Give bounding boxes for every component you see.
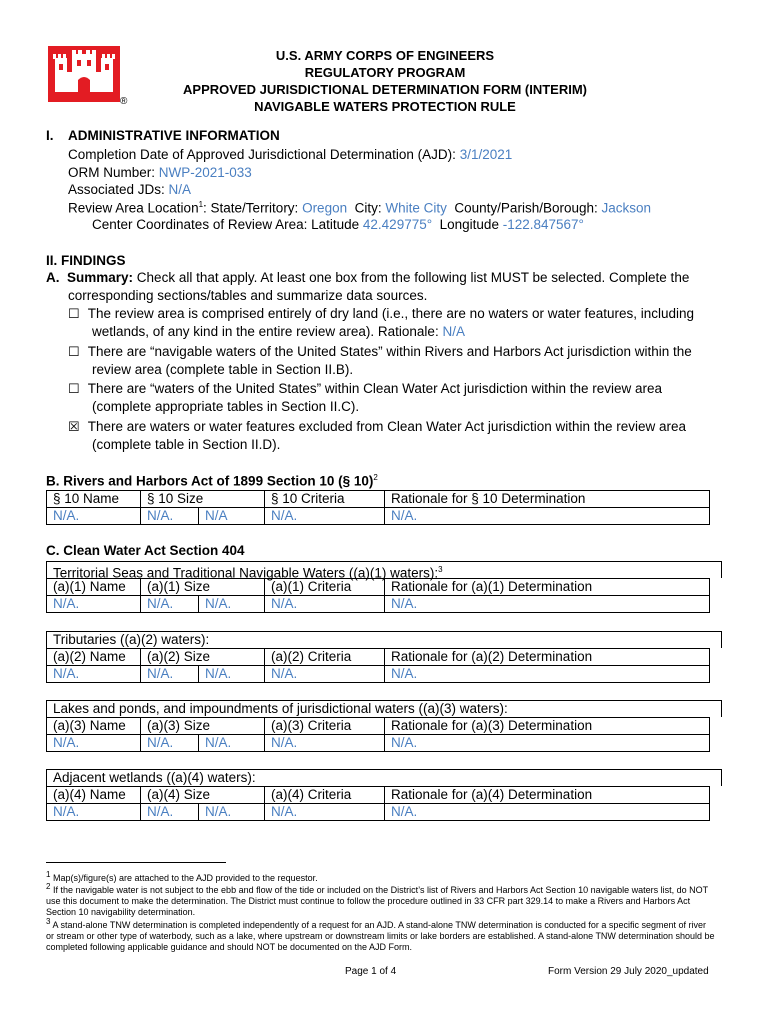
table-row: N/A. N/A. N/A. N/A. N/A. xyxy=(47,735,710,752)
city-value: White City xyxy=(385,200,447,216)
review-area-location-line: Review Area Location$^1$: State/Territory: Oregon City: White City County/Parish/Borough: Jackson xyxy=(68,200,652,216)
table-a3-caption: Lakes and ponds, and impoundments of jurisdictional waters ((a)(3) waters): xyxy=(46,700,722,717)
center-coordinates-line: Center Coordinates of Review Area: Latitude 42.429775° Longitude -122.847567° xyxy=(92,217,584,232)
table-header-row: § 10 Name § 10 Size § 10 Criteria Rationale for § 10 Determination xyxy=(47,491,710,508)
checkbox-icon[interactable]: ☐ xyxy=(68,381,80,396)
form-header xyxy=(120,47,650,115)
table-a1-caption: Territorial Seas and Traditional Navigable Waters ((a)(1) waters):$^3$ xyxy=(46,561,722,578)
checkbox-checked-icon[interactable]: ☒ xyxy=(68,419,80,434)
footnote-3: $^3$ A stand-alone TNW determination is completed independently of a request for an AJD. A stand-alone TNW determination is conducted for a specific segment of river or stream or other type of waterbody, such as a lake, where upstream or downstream limits or lake borders are established. A stand-alone TNW determination should be completed following applicable guidance and should NOT be documented on the AJD Form. xyxy=(46,917,715,952)
section-c-title: C. Clean Water Act Section 404 xyxy=(46,543,245,558)
associated-jds-value: N/A xyxy=(168,182,192,197)
checkbox-icon[interactable]: ☐ xyxy=(68,344,80,359)
header-line-3: APPROVED JURISDICTIONAL DETERMINATION FORM (INTERIM) xyxy=(183,82,587,97)
usace-castle-logo xyxy=(48,46,120,102)
registered-mark: ® xyxy=(120,96,128,107)
header-line-4: NAVIGABLE WATERS PROTECTION RULE xyxy=(254,99,516,114)
header-line-1: U.S. ARMY CORPS OF ENGINEERS xyxy=(275,48,495,63)
table-row: N/A. N/A. N/A N/A. N/A. xyxy=(47,508,710,525)
footnote-ref-2: 2 xyxy=(373,473,378,482)
header-line-2: REGULATORY PROGRAM xyxy=(304,65,466,80)
state-value: Oregon xyxy=(302,200,348,216)
footnote-1: $^1$ Map(s)/figure(s) are attached to the AJD provided to the requestor. xyxy=(46,870,318,883)
footnote-2: $^2$ If the navigable water is not subject to the ebb and flow of the tide or included on the District’s list of Rivers and Harbors Act Section 10 navigable waters list, do NOT use this document to make the determination. The District must continue to follow the procedure outlined in 33 CFR part 329.14 to make a Rivers and Harbors Act Section 10 navigability determination. xyxy=(46,882,708,917)
table-header-row: (a)(2) Name (a)(2) Size (a)(2) Criteria Rationale for (a)(2) Determination xyxy=(47,649,710,666)
checkbox-icon[interactable]: ☐ xyxy=(68,306,80,321)
page-number: Page 1 of 4 xyxy=(345,966,397,977)
footnote-divider xyxy=(46,862,226,863)
checkbox-excluded-waters[interactable]: ☒ There are waters or water features excluded from Clean Water Act jurisdiction within the review area xyxy=(68,419,687,434)
table-header-row: (a)(1) Name (a)(1) Size (a)(1) Criteria Rationale for (a)(1) Determination xyxy=(47,579,710,596)
completion-date-line: Completion Date of Approved Jurisdictional Determination (AJD): 3/1/2021 xyxy=(68,147,513,162)
checkbox-waters-us[interactable]: ☐ There are “waters of the United States” within Clean Water Act jurisdiction within the review area xyxy=(68,381,663,396)
table-header-row: (a)(3) Name (a)(3) Size (a)(3) Criteria Rationale for (a)(3) Determination xyxy=(47,718,710,735)
table-a1 xyxy=(46,578,710,613)
longitude-value: -122.847567° xyxy=(502,217,584,232)
section-b-title: B. Rivers and Harbors Act of 1899 Section 10 (§ 10)$^2$ xyxy=(46,473,378,489)
section-1-number: I. xyxy=(46,128,54,143)
table-row: N/A. N/A. N/A. N/A. N/A. xyxy=(47,666,710,683)
orm-number-line: ORM Number: NWP-2021-033 xyxy=(68,165,252,180)
summary-line: A. Summary: Check all that apply. At least one box from the following list MUST be selected. Complete the xyxy=(46,270,690,285)
checkbox-waters-us-line-2: (complete appropriate tables in Section II.C). xyxy=(92,399,360,414)
rationale-value: N/A xyxy=(442,324,465,339)
summary-line-2: corresponding sections/tables and summarize data sources. xyxy=(68,288,428,303)
orm-number-value: NWP-2021-033 xyxy=(158,165,252,180)
section-2-title: II. FINDINGS xyxy=(46,253,126,268)
table-a4 xyxy=(46,786,710,821)
form-version: Form Version 29 July 2020_updated xyxy=(548,966,709,977)
table-a2 xyxy=(46,648,710,683)
checkbox-dry-land[interactable]: ☐ The review area is comprised entirely of dry land (i.e., there are no waters or water features, including xyxy=(68,306,695,321)
table-a3 xyxy=(46,717,710,752)
table-row: N/A. N/A. N/A. N/A. N/A. xyxy=(47,596,710,613)
table-header-row: (a)(4) Name (a)(4) Size (a)(4) Criteria Rationale for (a)(4) Determination xyxy=(47,787,710,804)
section-1-title: ADMINISTRATIVE INFORMATION xyxy=(68,128,280,143)
table-a4-caption: Adjacent wetlands ((a)(4) waters): xyxy=(46,769,722,786)
checkbox-excluded-waters-line-2: (complete table in Section II.D). xyxy=(92,437,281,452)
table-row: N/A. N/A. N/A. N/A. N/A. xyxy=(47,804,710,821)
associated-jds-line: Associated JDs: N/A xyxy=(68,182,192,197)
footnote-ref-1: 1 xyxy=(198,200,204,209)
footnote-ref-3: 3 xyxy=(438,565,443,574)
section-10-table xyxy=(46,490,710,525)
checkbox-navigable-waters-line-2: review area (complete table in Section II.B). xyxy=(92,362,354,377)
completion-date-value: 3/1/2021 xyxy=(459,147,513,162)
latitude-value: 42.429775° xyxy=(362,217,433,232)
county-value: Jackson xyxy=(601,200,652,216)
checkbox-navigable-waters[interactable]: ☐ There are “navigable waters of the United States” within Rivers and Harbors Act jurisdiction within the xyxy=(68,344,692,359)
checkbox-dry-land-line-2: wetlands, of any kind in the entire review area). Rationale: N/A xyxy=(92,324,465,339)
table-a2-caption: Tributaries ((a)(2) waters): xyxy=(46,631,722,648)
